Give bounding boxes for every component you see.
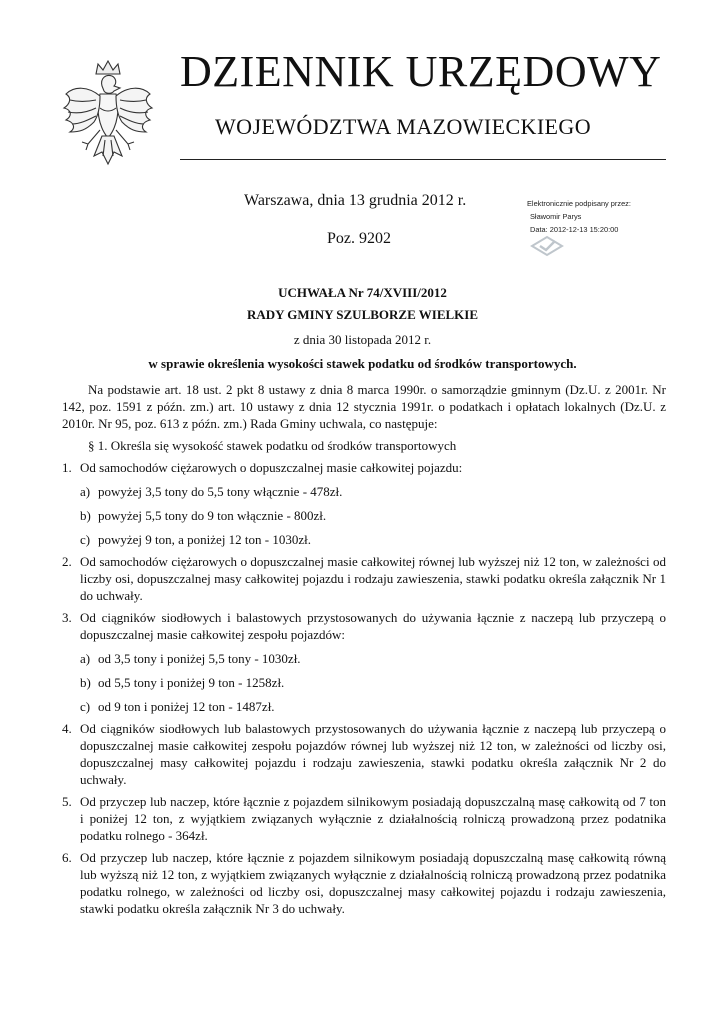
sub-item-text: powyżej 9 ton, a poniżej 12 ton - 1030zł.: [98, 532, 312, 547]
list-item: [62, 849, 666, 917]
rate-list: [62, 459, 666, 917]
list-item-text: Od ciągników siodłowych lub balastowych przystosowanych do używania łącznie z naczepą lub przyczepą o dopuszczalnej masie całkowitej zespołu pojazdów równej lub wyższej niż 12 ton, w zależności od liczby osi, dopuszczalnej masy całkowitej pojazdu i rodzaju zawieszenia, stawki podatku określa załącznik Nr 2 do uchwały.: [80, 721, 666, 787]
electronic-signature: [527, 197, 647, 236]
list-item-number: 1.: [62, 460, 72, 475]
list-item-text: Od przyczep lub naczep, które łącznie z pojazdem silnikowym posiadają dopuszczalną masę całkowitą od 7 ton i poniżej 12 ton, z wyjątkiem związanych wyłącznie z działalnością rolniczą prowadzoną przez podatnika podatku rolnego - 364zł.: [80, 794, 666, 843]
sub-list-item: [80, 650, 666, 667]
list-item-number: 4.: [62, 721, 72, 736]
sub-item-text: powyżej 5,5 tony do 9 ton włącznie - 800zł.: [98, 508, 327, 523]
sub-list-item: [80, 531, 666, 548]
masthead-title: DZIENNIK URZĘDOWY: [180, 47, 662, 96]
list-item-text: Od przyczep lub naczep, które łącznie z pojazdem silnikowym posiadają dopuszczalną masę całkowitą równą lub wyższą niż 12 ton, z wyjątkiem związanych wyłącznie z działalnością rolniczą prowadzoną przez podatnika podatku rolnego, w zależności od liczby osi, dopuszczalnej masy całkowitej pojazdu i rodzaju zawieszenia, stawki podatku określa załącznik Nr 3 do uchwały.: [80, 850, 666, 916]
sub-item-letter: c): [80, 532, 91, 547]
list-item-number: 3.: [62, 610, 72, 625]
sub-item-letter: b): [80, 508, 91, 523]
list-item-text: Od ciągników siodłowych i balastowych przystosowanych do używania łącznie z naczepą lub przyczepą o dopuszczalnej masie całkowitej zespołu pojazdów:: [80, 610, 666, 642]
eagle-emblem-icon: [60, 56, 156, 174]
sub-list-item: [80, 507, 666, 524]
paragraph-1: § 1. Określa się wysokość stawek podatku od środków transportowych: [88, 438, 457, 453]
signature-date: Data: 2012-12-13 15:20:00: [530, 225, 619, 234]
list-item-number: 2.: [62, 554, 72, 569]
sub-item-letter: a): [80, 651, 91, 666]
masthead-divider: [180, 159, 666, 160]
sub-list-item: [80, 483, 666, 500]
sub-item-text: powyżej 3,5 tony do 5,5 tony włącznie - 478zł.: [98, 484, 343, 499]
sub-item-text: od 9 ton i poniżej 12 ton - 1487zł.: [98, 699, 275, 714]
signature-check-icon: [528, 234, 566, 258]
list-item: [62, 720, 666, 788]
legal-basis-paragraph: Na podstawie art. 18 ust. 2 pkt 8 ustawy z dnia 8 marca 1990r. o samorządzie gminnym (Dz.U. z 2001r. Nr 142, poz. 1591 z późn. zm.) art. 10 ustawy z dnia 12 stycznia 1991r. o podatkach i opłatach lokalnych (Dz.U. z 2010r. Nr 95, poz. 613 z późn. zm.) Rada Gminy uchwala, co następuje:: [62, 382, 666, 431]
list-item-text: Od samochodów ciężarowych o dopuszczalnej masie całkowitej równej lub wyższej niż 12 ton, w zależności od liczby osi, dopuszczalnej masy całkowitej pojazdu i rodzaju zawieszenia, stawki podatku określa załącznik Nr 1 do uchwały.: [80, 554, 666, 603]
sub-list: [80, 483, 666, 548]
signature-signer: Sławomir Parys: [530, 212, 582, 221]
sub-item-letter: c): [80, 699, 91, 714]
list-item: [62, 793, 666, 844]
place-date: Warszawa, dnia 13 grudnia 2012 r.: [244, 192, 467, 209]
list-item-number: 5.: [62, 794, 72, 809]
sub-list-item: [80, 698, 666, 715]
resolution-subject: w sprawie określenia wysokości stawek podatku od środków transportowych.: [148, 356, 577, 371]
masthead-subtitle: WOJEWÓDZTWA MAZOWIECKIEGO: [215, 114, 591, 139]
resolution-date: z dnia 30 listopada 2012 r.: [293, 332, 432, 347]
sub-list-item: [80, 674, 666, 691]
resolution-body: [62, 381, 666, 917]
resolution-title: UCHWAŁA Nr 74/XVIII/2012: [278, 285, 447, 300]
list-item: [62, 459, 666, 548]
sub-list: [80, 650, 666, 715]
list-item-number: 6.: [62, 850, 72, 865]
list-item: [62, 609, 666, 715]
sub-item-text: od 5,5 tony i poniżej 9 ton - 1258zł.: [98, 675, 285, 690]
sub-item-text: od 3,5 tony i poniżej 5,5 tony - 1030zł.: [98, 651, 301, 666]
sub-item-letter: b): [80, 675, 91, 690]
position-number: Poz. 9202: [327, 230, 391, 247]
sub-item-letter: a): [80, 484, 91, 499]
resolution-council: RADY GMINY SZULBORZE WIELKIE: [246, 307, 479, 322]
list-item: [62, 553, 666, 604]
signature-label: Elektronicznie podpisany przez:: [527, 199, 631, 208]
list-item-text: Od samochodów ciężarowych o dopuszczalnej masie całkowitej pojazdu:: [80, 460, 463, 475]
